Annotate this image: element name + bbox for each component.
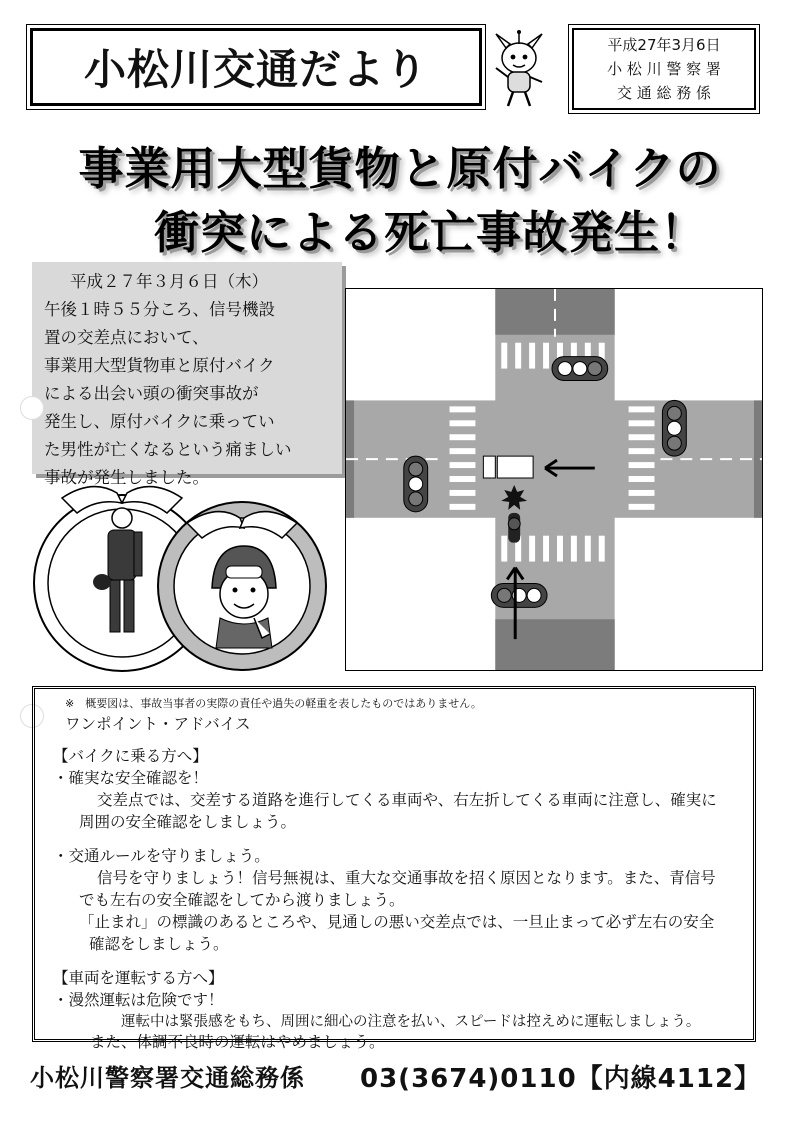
bike-tip-2-text: 確認をしましょう。	[89, 935, 229, 953]
traffic-light-right	[662, 400, 686, 456]
bike-tip-2-text: 信号を守りましょう！信号無視は、重大な交通事故を招く原因となります。また、青信号	[97, 869, 716, 887]
car-section-heading: 【車両を運転する方へ】	[53, 969, 224, 987]
diagram-note: ※ 概要図は、事故当事者の実際の責任や過失の軽重を表したものではありません。	[65, 697, 482, 710]
safety-illustrations	[22, 468, 352, 688]
headline-line-1: 事業用大型貨物と原付バイクの	[78, 142, 722, 195]
summary-line: による出会い頭の衝突事故が	[44, 384, 259, 403]
police-station-name: 小 松 川 警 察 署	[607, 60, 721, 78]
summary-line: 事故が発生しました。	[44, 468, 209, 487]
traffic-light-top	[552, 357, 608, 381]
summary-line: 事業用大型貨物車と原付バイク	[44, 356, 275, 375]
summary-line: 置の交差点において、	[44, 328, 209, 347]
car-tip-1-title: ・漫然運転は危険です！	[53, 991, 224, 1009]
accident-summary-box	[32, 262, 342, 487]
advice-heading: ワンポイント・アドバイス	[65, 715, 251, 733]
footer	[30, 1058, 760, 1092]
section-name: 交 通 総 務 係	[616, 84, 712, 102]
rider-figure-icon	[93, 508, 142, 632]
traffic-light-bottom	[491, 583, 547, 607]
footer-department: 小松川警察署交通総務係	[30, 1064, 305, 1092]
summary-line: た男性が亡くなるという痛ましい	[44, 440, 292, 459]
bike-tip-1-text: 周囲の安全確認をしましょう。	[79, 813, 297, 831]
bike-tip-1-title: ・確実な安全確認を！	[53, 769, 209, 787]
car-tip-1-text: 運転中は緊張感をもち、周囲に細心の注意を払い、スピードは控えめに運転しましょう。	[121, 1014, 701, 1030]
bike-tip-1-text: 交差点では、交差する道路を進行してくる車両や、右左折してくる車両に注意し、確実に	[97, 791, 717, 809]
car-tip-1-text: また、体調不良時の運転はやめましょう。	[90, 1033, 385, 1051]
accident-date: 平成２７年３月６日（木）	[70, 272, 268, 291]
bike-tip-2-text: でも左右の安全確認をしてから渡りましょう。	[79, 891, 405, 909]
bike-section-heading: 【バイクに乗る方へ】	[53, 747, 208, 765]
newsletter-title-box	[30, 28, 482, 106]
traffic-light-left	[404, 456, 428, 512]
helmet-boy-icon	[212, 546, 276, 648]
bike-tip-2-text: 「止まれ」の標識のあるところや、見通しの悪い交差点では、一旦止まって必ず左右の安全	[79, 913, 715, 931]
punch-hole	[20, 396, 44, 420]
footer-phone: 03(3674)0110【内線4112】	[360, 1064, 762, 1094]
bike-tip-2-title: ・交通ルールを守りましょう。	[53, 847, 270, 865]
issuer-info-box	[572, 28, 756, 110]
headline-line-2: 衝突による死亡事故発生！	[153, 206, 706, 259]
truck-icon	[483, 456, 533, 478]
summary-line: 午後１時５５分ころ、信号機設	[44, 300, 275, 319]
mascot-illustration	[488, 30, 550, 108]
summary-line: 発生し、原付バイクに乗ってい	[44, 412, 275, 431]
issue-date: 平成27年3月6日	[607, 36, 721, 54]
advice-box	[32, 686, 756, 1042]
motorbike-icon	[508, 513, 520, 543]
intersection-diagram	[345, 288, 763, 671]
newsletter-title: 小松川交通だより	[83, 45, 428, 94]
